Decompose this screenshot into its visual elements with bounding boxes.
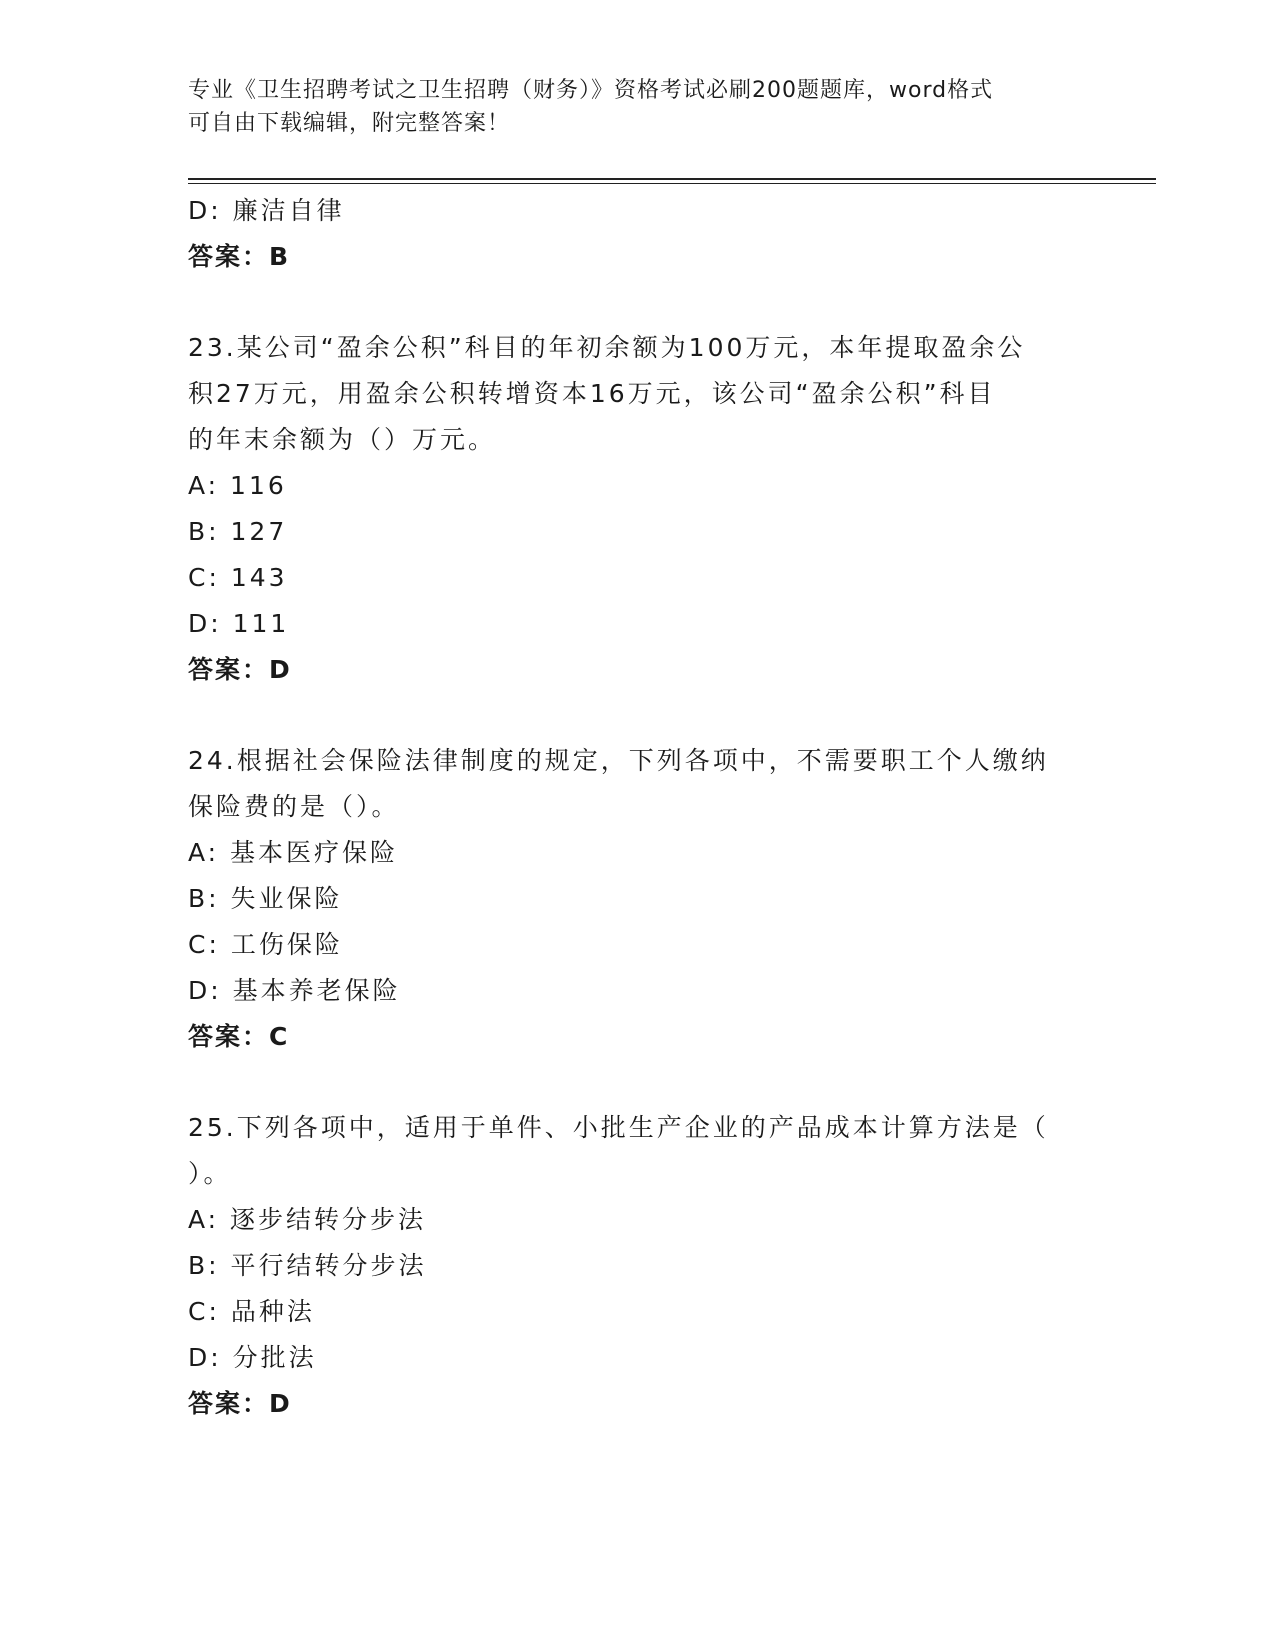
question-25 [188,1105,1088,1427]
header-line-2: 可自由下载编辑，附完整答案！ [188,111,511,136]
answer-line: 答案：D [188,1389,292,1418]
question-stem-line: 保险费的是（）。 [188,792,400,821]
option-d: D: 111 [188,609,290,638]
question-stem-line: 积27万元，用盈余公积转增资本16万元，该公司“盈余公积”科目 [188,379,996,408]
answer-line: 答案：C [188,1022,290,1051]
header-divider-thick [188,178,1156,180]
option-d: D: 基本养老保险 [188,976,401,1005]
option-c: C: 143 [188,563,288,592]
answer-line: 答案：D [188,655,292,684]
document-body [188,188,1088,1427]
question-stem-line: 25.下列各项中，适用于单件、小批生产企业的产品成本计算方法是（ [188,1113,1049,1142]
question-23 [188,325,1088,693]
document-header [188,74,1068,140]
option-a: A: 116 [188,471,287,500]
spacer [188,1060,1088,1105]
option-c: C: 品种法 [188,1297,315,1326]
option-d: D: 廉洁自律 [188,196,345,225]
question-24 [188,738,1088,1060]
question-stem-line: 24.根据社会保险法律制度的规定，下列各项中，不需要职工个人缴纳 [188,746,1049,775]
option-b: B: 失业保险 [188,884,343,913]
header-divider-thin [188,183,1156,184]
option-a: A: 基本医疗保险 [188,838,399,867]
spacer [188,693,1088,738]
previous-question-tail [188,188,1088,280]
header-line-1: 专业《卫生招聘考试之卫生招聘（财务）》资格考试必刷200题题库，word格式 [188,78,994,103]
question-stem-line: 的年末余额为（）万元。 [188,425,497,454]
question-stem-line: ）。 [188,1159,232,1188]
option-d: D: 分批法 [188,1343,317,1372]
spacer [188,280,1088,325]
option-a: A: 逐步结转分步法 [188,1205,427,1234]
option-b: B: 平行结转分步法 [188,1251,427,1280]
question-stem-line: 23.某公司“盈余公积”科目的年初余额为100万元，本年提取盈余公 [188,333,1026,362]
option-b: B: 127 [188,517,288,546]
option-c: C: 工伤保险 [188,930,343,959]
answer-line: 答案：B [188,242,291,271]
